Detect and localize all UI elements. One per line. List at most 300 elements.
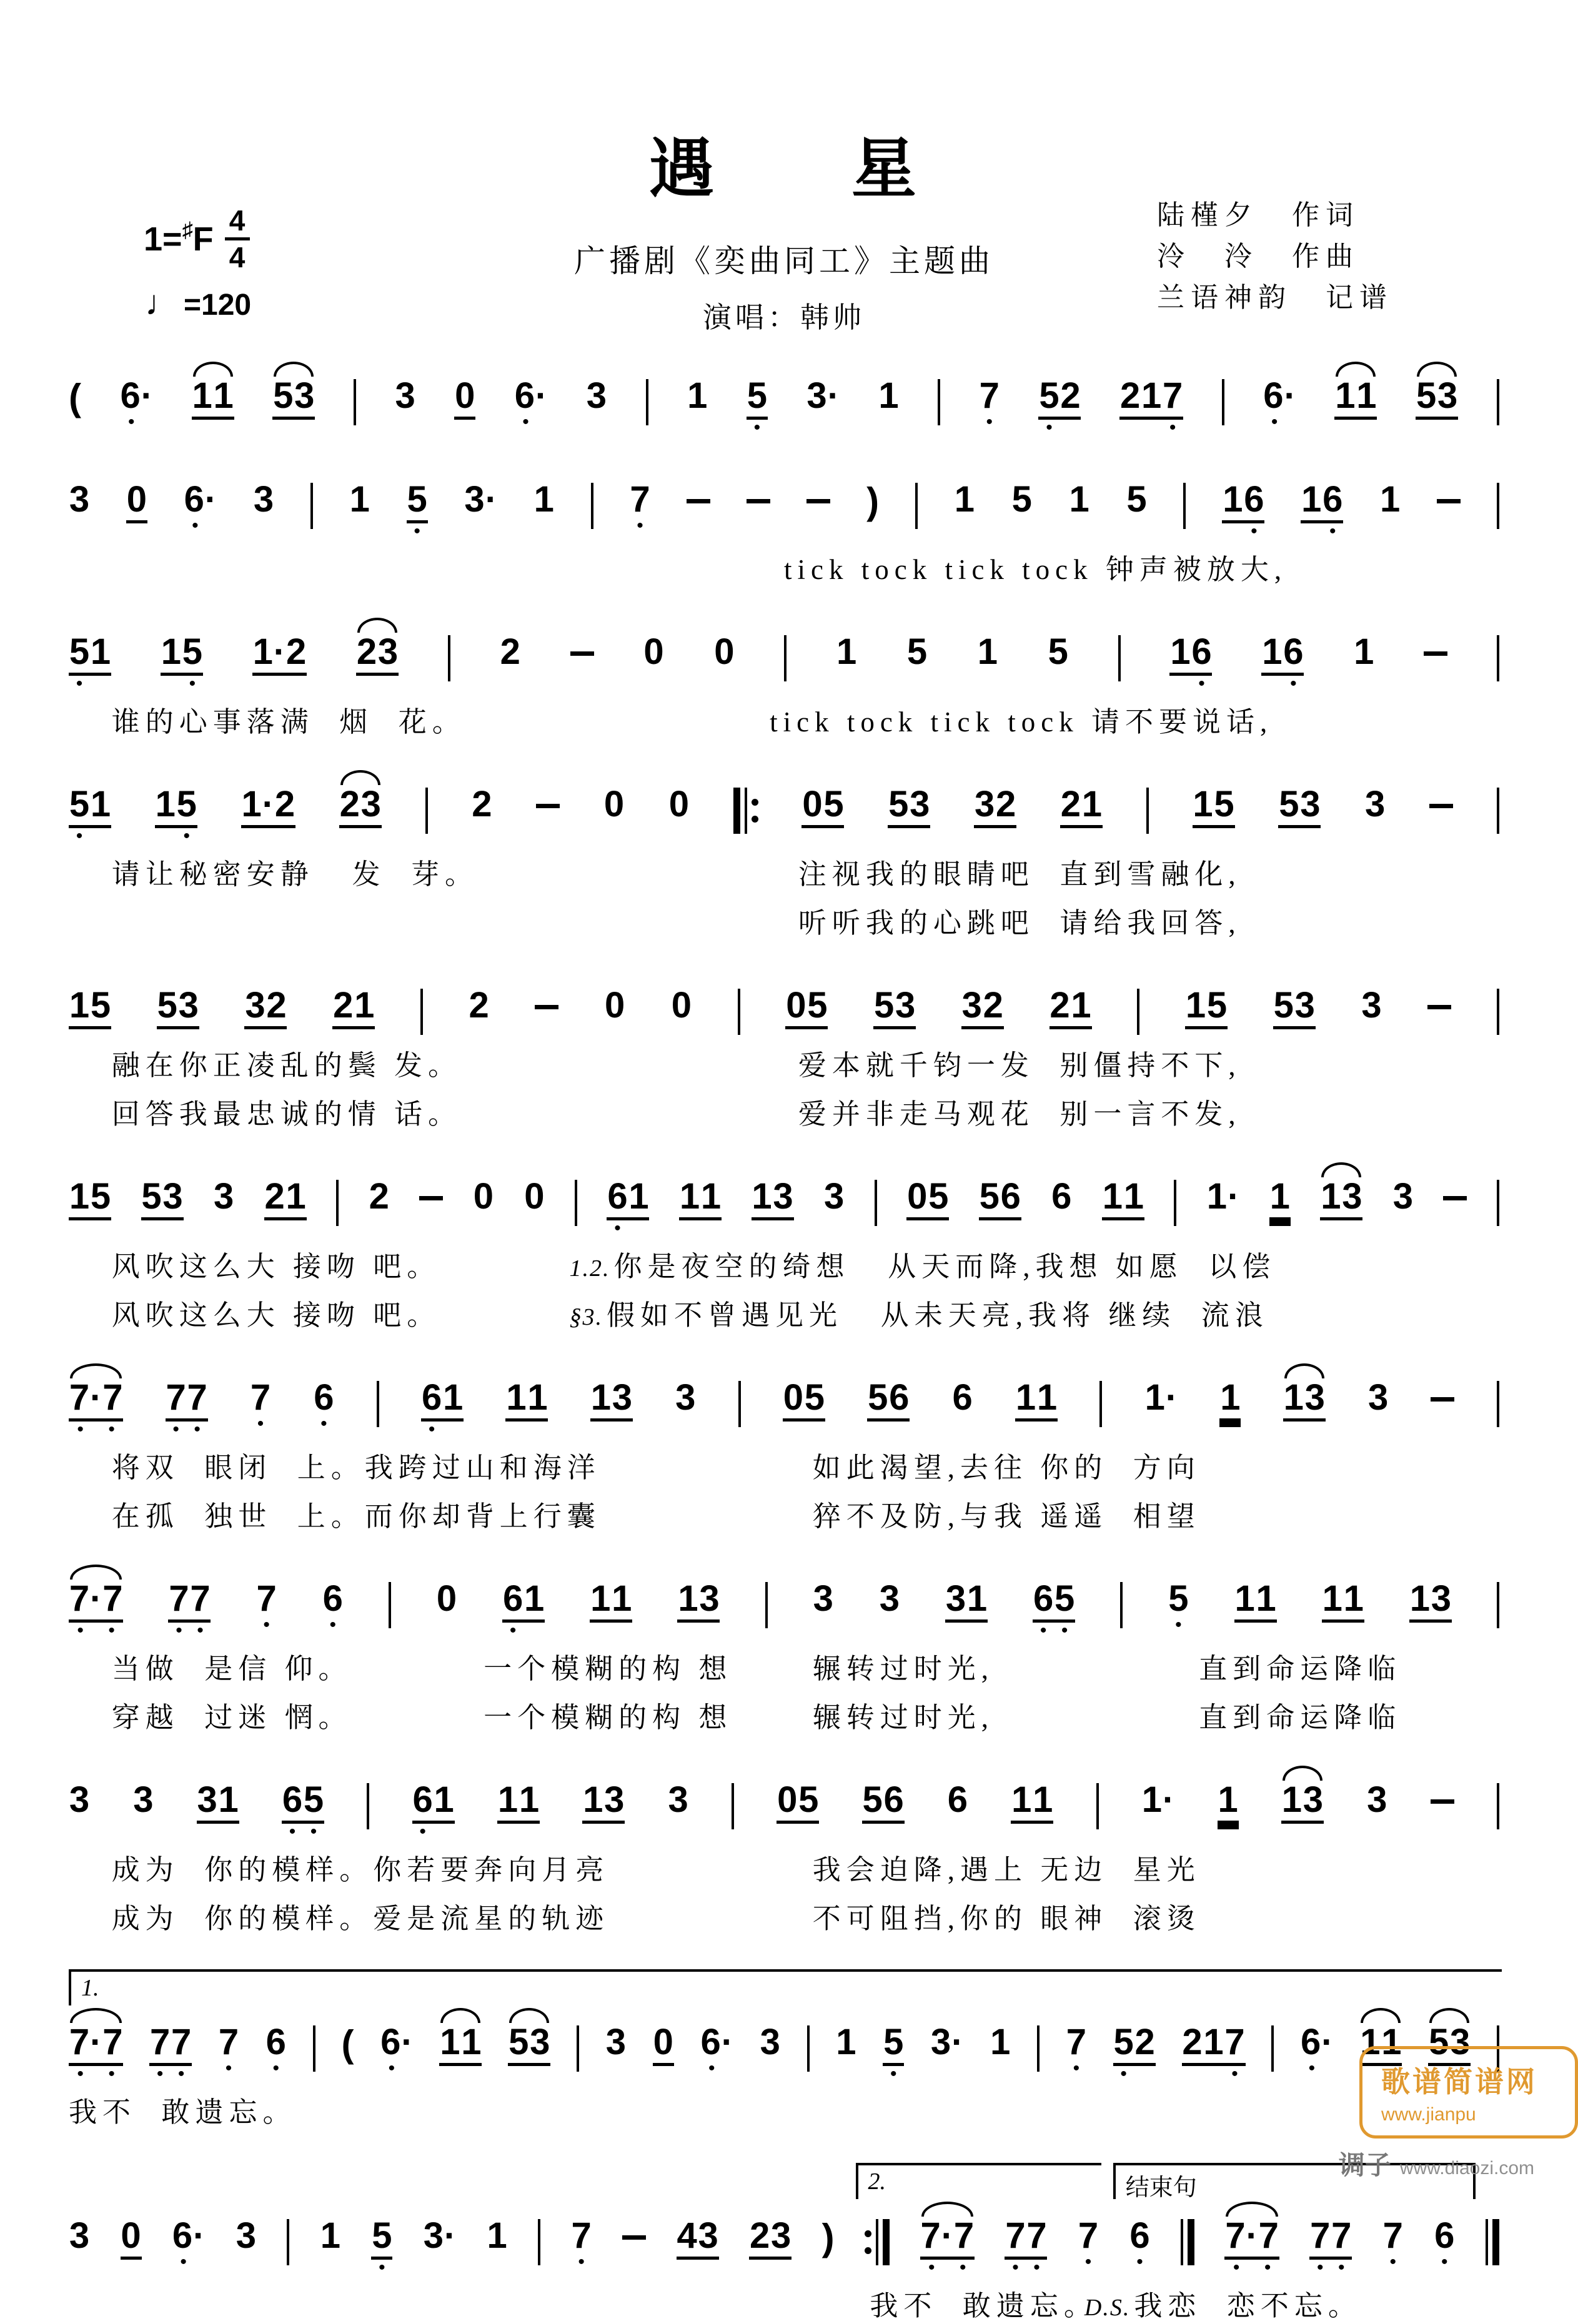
octave-dots — [322, 1614, 344, 1635]
octave-dots — [69, 826, 111, 846]
note-digit: 7 — [1331, 2215, 1352, 2256]
note-digits — [218, 2024, 239, 2060]
note-digit: 5 — [1214, 784, 1234, 824]
note-token — [1224, 2215, 1279, 2278]
note-digits — [677, 1578, 720, 1623]
note-digit: 2 — [1060, 784, 1081, 824]
note-digits — [920, 2215, 975, 2260]
note-digit: 1 — [1381, 2022, 1402, 2062]
note-digit: 1 — [990, 2022, 1011, 2062]
note-digits — [1119, 375, 1183, 420]
note-token — [69, 2215, 90, 2256]
note-token — [439, 2024, 482, 2066]
augmentation-dot: · — [444, 2215, 457, 2256]
note-digit: 3 — [1300, 784, 1321, 824]
note-token — [1141, 1779, 1175, 1820]
note-digit: 1 — [155, 784, 176, 824]
note-digit: 7 — [102, 1578, 123, 1619]
note-token — [977, 631, 998, 672]
note-digits — [607, 1176, 649, 1220]
augmentation-dot: · — [273, 631, 286, 672]
barline — [538, 2219, 540, 2265]
octave-dot-cell: • — [1136, 2252, 1143, 2272]
augmentation-dot: · — [1246, 2215, 1258, 2256]
note-digit: 6 — [265, 2022, 286, 2062]
augmentation-dot: · — [90, 1377, 102, 1418]
note-digits — [236, 2215, 257, 2256]
note-token — [760, 2024, 781, 2060]
octave-dots — [571, 2252, 592, 2272]
note-digits — [1273, 987, 1316, 1029]
note-digit: 1 — [1102, 1176, 1123, 1217]
barline — [875, 1180, 877, 1226]
note-digit: 0 — [455, 375, 475, 416]
note-token — [253, 479, 274, 520]
sustain-dash — [806, 499, 830, 503]
lyrics-row — [69, 546, 1499, 588]
note-digit: 1 — [519, 1779, 540, 1820]
lyrics-row — [69, 1646, 1499, 1687]
note-digit: 6 — [1000, 1176, 1021, 1217]
note-digit: 0 — [643, 631, 664, 672]
note-digit: 1 — [1141, 1779, 1163, 1820]
octave-dots — [421, 1419, 464, 1440]
note-token — [213, 1176, 234, 1217]
note-digit: 5 — [807, 985, 828, 1026]
music-system-5 — [69, 969, 1499, 1132]
note-digit: 2 — [472, 784, 492, 824]
note-digit: 1 — [1185, 985, 1206, 1026]
sustain-dash — [1431, 1799, 1454, 1804]
octave-dot-cell — [628, 1224, 649, 1236]
octave-dot-cell: • — [1033, 2257, 1040, 2278]
note-digit: 5 — [1273, 985, 1294, 1026]
note-digits — [349, 479, 370, 520]
note-digits — [1222, 479, 1264, 523]
note-token — [454, 375, 475, 420]
note-token — [69, 1779, 90, 1820]
note-digit: 6 — [172, 2215, 193, 2256]
octave-dot-cell: • — [272, 2058, 280, 2079]
barline — [1222, 379, 1224, 425]
note-digits — [1322, 1578, 1364, 1623]
barline — [377, 1381, 379, 1427]
note-token — [487, 2215, 508, 2256]
note-digit: 3 — [162, 1176, 183, 1217]
note-digit: 1 — [1081, 784, 1103, 824]
note-token — [668, 1779, 689, 1820]
lyric-segment: 一个模糊的构 想 — [484, 1653, 733, 1684]
note-token — [713, 631, 735, 672]
note-digit: 3 — [945, 1578, 966, 1619]
lyric-segment: 我不 敢遗忘。 — [69, 2097, 297, 2128]
lyric-segment: 直到命运降临 — [1199, 1653, 1402, 1684]
note-token — [421, 1377, 464, 1440]
note-digit: 1 — [1269, 1176, 1290, 1217]
note-digit: 1 — [90, 784, 111, 824]
note-digit: 3 — [1367, 1779, 1387, 1820]
note-digits — [1261, 631, 1304, 676]
header — [69, 0, 1499, 359]
octave-dot-cell: • — [928, 2257, 935, 2278]
octave-dots — [161, 673, 203, 694]
note-digit: 1 — [1069, 479, 1089, 520]
note-token — [505, 1377, 548, 1422]
note-digits — [252, 631, 307, 676]
note-digit: 1 — [1218, 1779, 1238, 1820]
sustain-dash — [1427, 1005, 1451, 1009]
note-digit: 1 — [836, 631, 857, 672]
octave-dot-cell: • — [1271, 412, 1278, 432]
note-digit: 1 — [1203, 2022, 1224, 2062]
note-digits — [166, 1377, 208, 1422]
note-token — [752, 1176, 794, 1220]
note-token — [313, 1377, 334, 1434]
note-digit: 3 — [1365, 784, 1386, 824]
note-digit: 1 — [1283, 1377, 1304, 1418]
note-digits — [1102, 1176, 1144, 1220]
octave-dot-cell: • — [1441, 2252, 1448, 2272]
tempo-value: =120 — [184, 289, 252, 322]
note-digit: 5 — [1011, 479, 1032, 520]
note-token — [604, 987, 625, 1024]
note-digit: 2 — [356, 631, 377, 672]
meter-denominator: 4 — [229, 241, 246, 274]
sustain-dash — [535, 1005, 558, 1009]
note-digit: 3 — [69, 479, 90, 520]
volta-label: 2. — [868, 2168, 886, 2195]
note-digits — [192, 375, 234, 420]
octave-dot-cell — [1247, 2263, 1257, 2275]
note-digit: 7 — [69, 2022, 90, 2062]
note-digits — [1050, 987, 1092, 1029]
note-digit: 6 — [607, 1176, 628, 1217]
lyric-marker: 1.2. — [569, 1255, 610, 1282]
note-token — [192, 375, 234, 420]
notation-line — [69, 2005, 1499, 2082]
note-digits — [1182, 2024, 1246, 2066]
octave-dot-cell — [90, 831, 111, 844]
lyric-segment: 直到命运降临 — [1199, 1702, 1402, 1733]
note-token — [1119, 375, 1183, 438]
barline — [1146, 788, 1149, 834]
lyric-segment: tick tock tick tock 钟声被放大, — [784, 554, 1288, 585]
note-digits — [380, 2024, 413, 2060]
octave-dot-cell — [524, 1626, 545, 1638]
note-digit: 3 — [530, 2022, 550, 2062]
note-digit: 3 — [1437, 375, 1458, 416]
octave-dot-cell: • — [753, 417, 761, 438]
note-digit: 5 — [90, 1176, 111, 1217]
octave-dot-cell: • — [1120, 2064, 1127, 2084]
song-title: 遇 星 — [648, 133, 919, 205]
lyric-segment: 谁的心事落满 烟 花。 — [111, 706, 466, 738]
note-digits — [69, 1377, 123, 1422]
octave-dot-cell — [90, 679, 111, 691]
note-token — [1367, 1377, 1389, 1418]
octave-dot-cell — [722, 2064, 732, 2076]
note-digit: 1 — [966, 1578, 988, 1619]
note-digit: 0 — [473, 1176, 494, 1217]
note-digits — [1069, 479, 1090, 520]
note-digit: 0 — [802, 784, 823, 824]
note-digit: 7 — [218, 2022, 239, 2062]
note-token — [603, 786, 625, 823]
lyric-segment: 融在你正凌乱的鬓 发。 — [111, 1050, 462, 1081]
barline-stroke — [876, 2219, 878, 2265]
repeat-dot — [865, 2230, 871, 2237]
note-token — [783, 1377, 825, 1422]
octave-dots — [502, 1620, 545, 1641]
note-digits — [747, 375, 768, 420]
sustain-dash — [1429, 804, 1453, 808]
note-token — [322, 1578, 344, 1635]
octave-dots — [1382, 2252, 1404, 2272]
note-token — [1361, 987, 1382, 1024]
barline — [733, 786, 758, 834]
note-digit: 2 — [274, 784, 295, 824]
note-token — [407, 479, 428, 541]
note-digits — [1281, 1779, 1324, 1824]
lyric-segment: 穿越 过迷 惘。 — [111, 1702, 352, 1733]
note-token — [1011, 1779, 1053, 1824]
note-token — [1416, 375, 1458, 420]
note-digits — [677, 2215, 719, 2260]
note-token — [671, 987, 692, 1024]
note-token — [395, 375, 416, 416]
note-digit: 0 — [671, 985, 692, 1026]
note-digits — [590, 1578, 632, 1623]
note-token — [1366, 1779, 1387, 1820]
note-digit: 1 — [1206, 1176, 1228, 1217]
lyric-segment: §3. 假如不曾遇见光 从未天亮,我将 继续 流浪 — [569, 1300, 1269, 1331]
octave-dots — [381, 2058, 412, 2079]
note-digits — [679, 1176, 722, 1220]
octave-dot-cell: • — [257, 1413, 264, 1434]
note-token — [1060, 786, 1103, 828]
lyric-segment: 成为 你的模样。你若要奔向月亮 — [111, 1854, 610, 1886]
note-digit: 1 — [700, 1176, 722, 1217]
note-digit: 5 — [798, 1779, 819, 1820]
note-digits — [806, 375, 840, 416]
octave-dot-cell: • — [986, 412, 993, 432]
note-digit: 3 — [612, 1377, 632, 1418]
composer-credit: 泠 泠 作曲 — [1157, 241, 1359, 272]
note-token — [990, 2024, 1011, 2060]
note-digit: 7 — [1310, 2215, 1331, 2256]
note-digits — [1051, 1176, 1072, 1217]
repeat-dot — [865, 2247, 871, 2254]
note-digits — [69, 479, 90, 520]
lyric-segment: 爱并非走马观花 别一言不发, — [798, 1099, 1241, 1130]
music-system-10 — [69, 1964, 1499, 2130]
note-digit: 3 — [1361, 985, 1382, 1026]
note-digit: 3 — [1431, 1578, 1451, 1619]
note-digit: 1 — [218, 1779, 239, 1820]
barline — [646, 379, 648, 425]
note-token — [813, 1578, 834, 1619]
note-token — [785, 987, 828, 1029]
music-system-8 — [69, 1562, 1499, 1736]
note-digit: 3 — [930, 2022, 951, 2062]
note-token — [218, 2022, 239, 2079]
barline — [1137, 989, 1139, 1035]
note-digit: 2 — [995, 784, 1016, 824]
note-digit: 1 — [1123, 1176, 1144, 1217]
note-token — [1193, 786, 1235, 828]
note-digits — [423, 2215, 457, 2256]
lyric-segment: 辗转过时光, — [812, 1653, 995, 1684]
note-digit: 6 — [883, 1779, 904, 1820]
augmentation-dot: · — [485, 479, 497, 520]
note-digit: 5 — [1279, 784, 1299, 824]
note-token — [172, 2215, 206, 2272]
sustain-dash — [1443, 1196, 1467, 1200]
barline — [313, 2025, 315, 2072]
note-digit: 5 — [1048, 631, 1068, 672]
barline — [915, 483, 918, 529]
note-digit: 1 — [679, 1176, 700, 1217]
note-digit: 1 — [349, 479, 370, 520]
octave-dot-cell: • — [172, 1419, 179, 1440]
octave-dots — [282, 1821, 324, 1842]
note-token — [586, 375, 607, 416]
octave-dot-cell — [142, 417, 152, 430]
note-digit: 6 — [503, 1578, 524, 1619]
sustain-dash — [1431, 1397, 1454, 1402]
octave-dots — [1264, 412, 1295, 432]
note-digit: 2 — [339, 784, 360, 824]
note-digit: 3 — [813, 1578, 833, 1619]
lyrics-row — [69, 699, 1499, 740]
barline — [354, 379, 356, 425]
note-digits — [1193, 786, 1235, 828]
note-digit: 7 — [69, 1377, 90, 1418]
octave-dot-cell: • — [1308, 2058, 1316, 2079]
barline — [425, 788, 428, 834]
note-digit: 1 — [161, 631, 181, 672]
note-digit: 1 — [1281, 1779, 1303, 1820]
note-token — [883, 2024, 904, 2082]
note-digit: 3 — [605, 2022, 627, 2062]
note-digit: 3 — [961, 985, 982, 1026]
note-token — [436, 1578, 457, 1619]
note-digit: 7 — [166, 1377, 186, 1418]
notation-line — [69, 359, 1499, 438]
note-token — [961, 987, 1004, 1029]
note-digits — [1409, 1578, 1452, 1623]
note-digit: 5 — [883, 2022, 904, 2062]
note-digit: 2 — [1182, 2022, 1203, 2062]
octave-dots — [69, 673, 111, 694]
note-digits — [332, 987, 375, 1029]
note-token — [244, 987, 287, 1029]
note-digit: 1 — [1015, 1377, 1036, 1418]
note-digit: 7 — [187, 1377, 207, 1418]
lyrics-row — [69, 1244, 1499, 1285]
note-digit: 1 — [1356, 375, 1377, 416]
octave-dot-cell — [91, 1626, 101, 1638]
barline — [1497, 1381, 1499, 1427]
note-digits — [671, 987, 692, 1024]
octave-dots — [1261, 673, 1304, 694]
note-digit: 1 — [442, 1377, 464, 1418]
octave-dot-cell: • — [637, 515, 643, 536]
barline — [1037, 2025, 1040, 2072]
note-token — [1273, 987, 1316, 1029]
note-digit: 7 — [169, 1578, 189, 1619]
octave-dot-cell: • — [76, 826, 83, 846]
octave-dot-cell: • — [960, 2257, 966, 2278]
note-token — [121, 2215, 142, 2260]
note-token — [514, 375, 548, 432]
note-token — [687, 375, 708, 416]
note-digits — [184, 479, 217, 520]
sharp-sign: ♯ — [182, 218, 193, 242]
note-digits — [1113, 2024, 1156, 2066]
note-digit: 7 — [920, 2215, 941, 2256]
octave-dot-cell: • — [428, 1419, 435, 1440]
lyric-segment: 我不 敢遗忘。 — [870, 2290, 1098, 2322]
note-token — [339, 786, 382, 828]
octave-dots — [265, 2058, 287, 2079]
octave-dots — [630, 515, 651, 536]
note-digits — [1367, 1377, 1389, 1418]
barline — [865, 2218, 890, 2265]
note-digit: 3 — [360, 784, 381, 824]
lyrics-row — [69, 1896, 1499, 1937]
note-digits — [253, 479, 274, 520]
octave-dot-cell: • — [176, 1620, 182, 1641]
barline — [1497, 483, 1499, 529]
note-token — [120, 375, 153, 432]
music-system-9 — [69, 1763, 1499, 1937]
octave-dot-cell — [1285, 417, 1295, 430]
note-digit: 5 — [906, 631, 928, 672]
note-digit: 6 — [184, 479, 204, 520]
octave-dot-cell: • — [1389, 2252, 1397, 2272]
octave-dots — [70, 1620, 122, 1641]
lyric-marker: D.S. — [1084, 2295, 1131, 2321]
note-token — [264, 1176, 307, 1220]
note-token — [1269, 1176, 1291, 1220]
note-token — [497, 1779, 540, 1824]
note-digit: 7 — [102, 2022, 123, 2062]
note-digits — [407, 479, 428, 523]
note-digit: 2 — [1119, 375, 1141, 416]
barline-stroke — [1188, 2219, 1194, 2265]
note-digits — [412, 1779, 455, 1824]
note-digit: 1 — [628, 1176, 649, 1217]
octave-dot-cell: • — [156, 2064, 164, 2084]
note-token — [630, 479, 651, 536]
lyric-segment: 不可阻挡,你的 眼神 滚烫 — [812, 1903, 1201, 1934]
note-token — [256, 1578, 277, 1635]
note-digits — [945, 1578, 988, 1623]
lyric-segment: 成为 你的模样。爱是流星的轨迹 — [111, 1903, 610, 1934]
octave-dot-cell: • — [1061, 1620, 1068, 1641]
octave-dots — [121, 412, 152, 432]
barline — [1096, 1783, 1099, 1829]
note-digit: 1 — [1262, 631, 1283, 672]
octave-dot-cell: • — [522, 412, 529, 432]
note-digit: 1 — [590, 1578, 611, 1619]
note-token — [1169, 631, 1212, 694]
note-digits — [141, 1176, 184, 1220]
note-digits — [471, 786, 492, 823]
octave-dot-cell — [1203, 2069, 1224, 2082]
octave-dot-cell — [537, 417, 547, 430]
